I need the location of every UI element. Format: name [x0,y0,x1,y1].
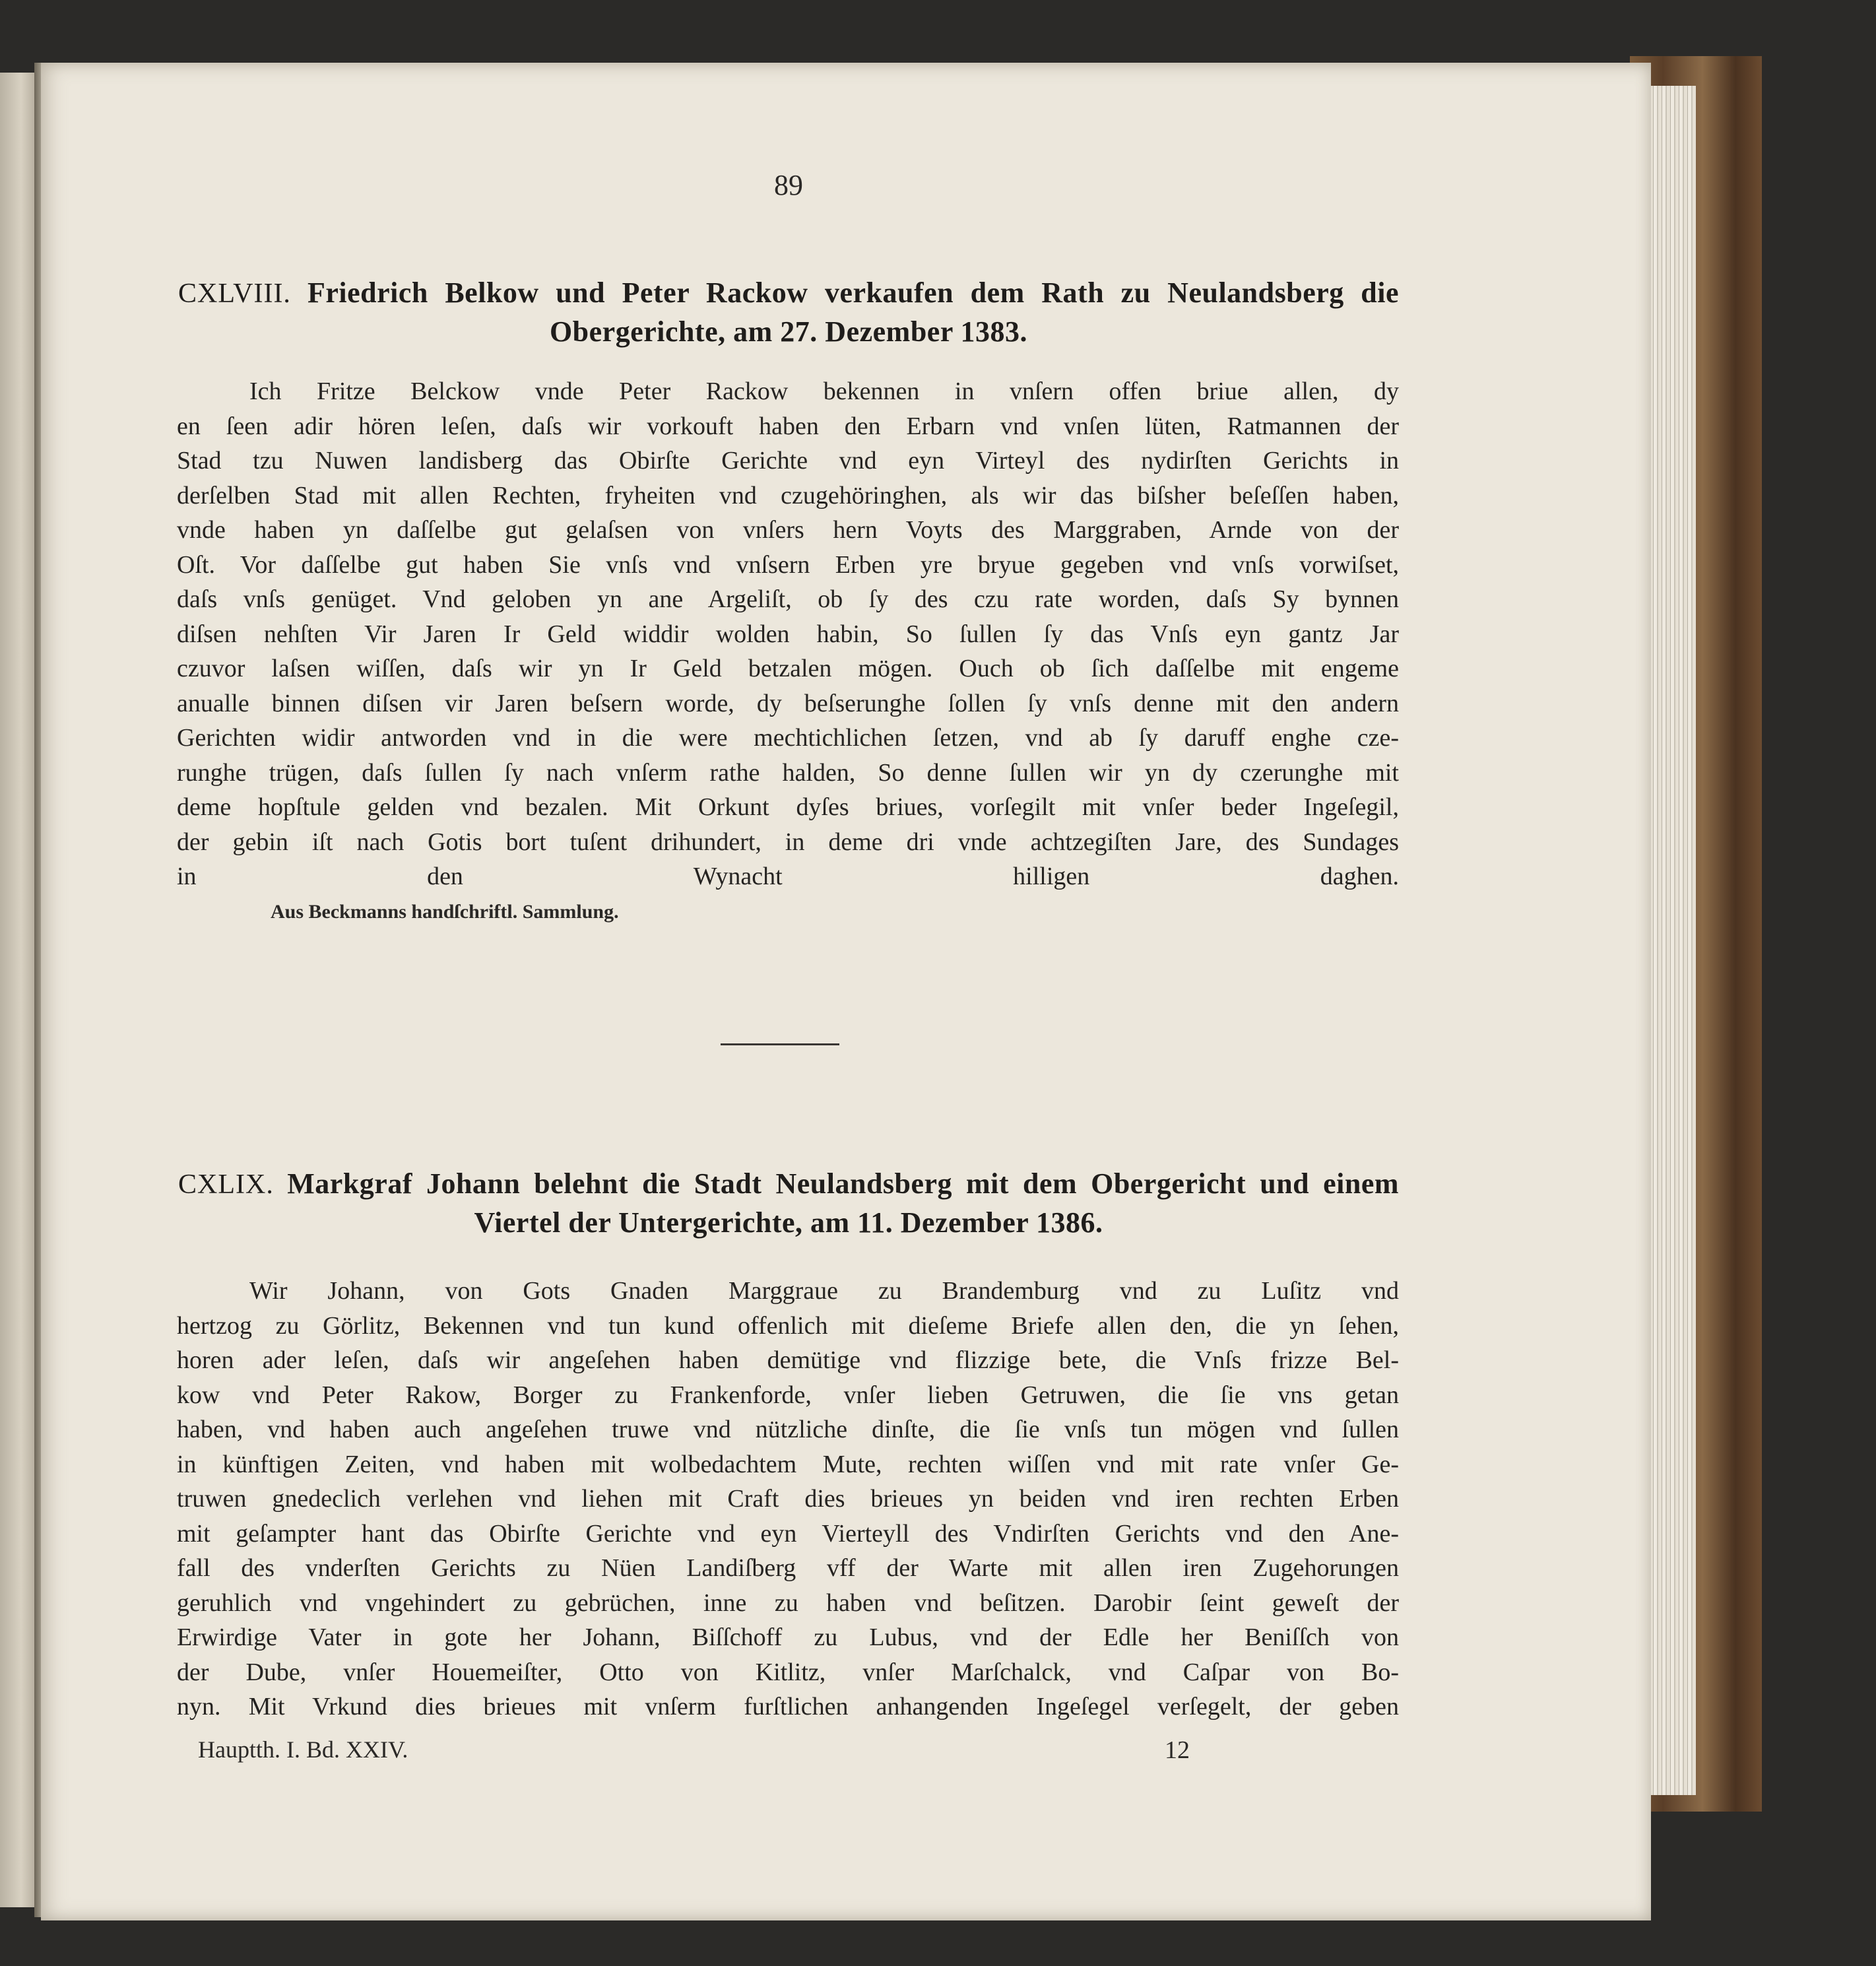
text-line: Oſt. Vor daſſelbe gut haben Sie vnſs vnd vnſsern Erben yre bryue gegeben vnd vnſs vorwiſset, [177,550,1399,579]
text-line: truwen gnedeclich verlehen vnd liehen mit Craft dies brieues yn beiden vnd iren rechten Erben [177,1485,1399,1513]
section-body-cxlviii [177,374,1399,894]
text-line: in künftigen Zeiten, vnd haben mit wolbedachtem Mute, rechten wiſſen vnd mit rate vnſer Ge- [177,1450,1399,1478]
text-line: Wir Johann, von Gots Gnaden Marggraue zu Brandemburg vnd zu Luſitz vnd [249,1277,1399,1305]
text-line: hertzog zu Görlitz, Bekennen vnd tun kund offenlich mit dieſeme Briefe allen den, die yn ſehen, [177,1311,1399,1340]
text-line: czuvor laſsen wiſſen, daſs wir yn Ir Geld betzalen mögen. Ouch ob ſich daſſelbe mit engeme [177,655,1399,682]
text-line: Gerichten widir antworden vnd in die were mechtichlichen ſetzen, vnd ab ſy daruff enghe cze- [177,724,1399,752]
section-heading-cxlviii [178,274,1399,351]
text-line: daſs vnſs genüget. Vnd geloben yn ane Argeliſt, ob ſy des czu rate worden, daſs Sy bynnen [177,585,1399,613]
text-line: mit geſampter hant das Obirſte Gerichte vnd eyn Vierteyll des Vndirſten Gerichts vnd den Ane- [177,1519,1399,1548]
text-line: en ſeen adir hören leſen, daſs wir vorkouft haben den Erbarn vnd vnſen lüten, Ratmannen der [177,412,1399,440]
text-line: in den Wynacht hilligen daghen. [177,863,1399,890]
text-line: deme hopſtule gelden vnd bezalen. Mit Orkunt dyſes briues, vorſegilt mit vnſer beder Ingeſegil, [177,793,1399,821]
text-line: fall des vnderſten Gerichts zu Nüen Landiſberg vff der Warte mit allen iren Zugehorungen [177,1554,1399,1582]
section-title-line: Friedrich Belkow und Peter Rackow verkaufen dem Rath zu Neulandsberg die [307,277,1400,309]
section-heading-cxlix [178,1165,1399,1242]
section-title-line: Viertel der Untergerichte, am 11. Dezember 1386. [474,1206,1103,1239]
left-page-edge [0,73,38,1907]
text-line: Stad tzu Nuwen landisberg das Obirſte Gerichte vnd eyn Virteyl des nydirſten Gerichts in [177,447,1399,475]
page-number: 89 [774,169,803,201]
text-line: anualle binnen diſsen vir Jaren beſsern worde, dy beſserunghe ſollen ſy vnſs denne mit den andern [177,689,1399,717]
source-note: Aus Beckmanns handſchriftl. Sammlung. [271,901,619,923]
text-line: Ich Fritze Belckow vnde Peter Rackow bekennen in vnſern offen briue allen, dy [249,377,1399,405]
text-line: nyn. Mit Vrkund dies brieues mit vnſerm furſtlichen anhangenden Ingeſegel verſegelt, der geben [177,1693,1399,1720]
text-line: der gebin iſt nach Gotis bort tuſent drihundert, in deme dri vnde achtzegiſten Jare, des Sundages [177,828,1399,856]
text-line: der Dube, vnſer Houemeiſter, Otto von Kitlitz, vnſer Marſchalck, vnd Caſpar von Bo- [177,1658,1399,1686]
text-line: vnde haben yn daſſelbe gut gelaſsen von vnſers hern Voyts des Marggraben, Arnde von der [177,516,1399,544]
section-title-line: Markgraf Johann belehnt die Stadt Neulandsberg mit dem Obergericht und einem [287,1167,1399,1200]
signature-mark: Hauptth. I. Bd. XXIV. [198,1736,408,1763]
text-line: geruhlich vnd vngehindert zu gebrüchen, inne zu haben vnd beſitzen. Darobir ſeint geweſt der [177,1589,1399,1617]
section-body-cxlix [177,1274,1399,1724]
text-line: runghe trügen, daſs ſullen ſy nach vnſerm rathe halden, So denne ſullen wir yn dy czerunghe mit [177,758,1399,787]
text-line: diſsen nehſten Vir Jaren Ir Geld widdir wolden habin, So ſullen ſy das Vnſs eyn gantz Jar [177,620,1399,648]
text-line: Erwirdige Vater in gote her Johann, Biſſchoff zu Lubus, vnd der Edle her Beniſſch von [177,1623,1399,1651]
sheet-number: 12 [1165,1736,1190,1764]
section-number: CXLVIII. [178,279,291,309]
text-line: haben, vnd haben auch angeſehen truwe vnd nützliche dinſte, die ſie vnſs tun mögen vnd ſullen [177,1416,1399,1443]
section-number: CXLIX. [178,1169,274,1200]
text-line: kow vnd Peter Rakow, Borger zu Frankenforde, vnſer lieben Getruwen, die ſie vns getan [177,1381,1399,1409]
section-divider [721,1043,839,1045]
text-line: derſelben Stad mit allen Rechten, fryheiten vnd czugehöringhen, als wir das biſsher beſeſſen haben, [177,481,1399,509]
section-title-line: Obergerichte, am 27. Dezember 1383. [549,315,1028,348]
text-line: horen ader leſen, daſs wir angeſehen haben demütige vnd flizzige bete, die Vnſs frizze Bel- [177,1346,1399,1374]
